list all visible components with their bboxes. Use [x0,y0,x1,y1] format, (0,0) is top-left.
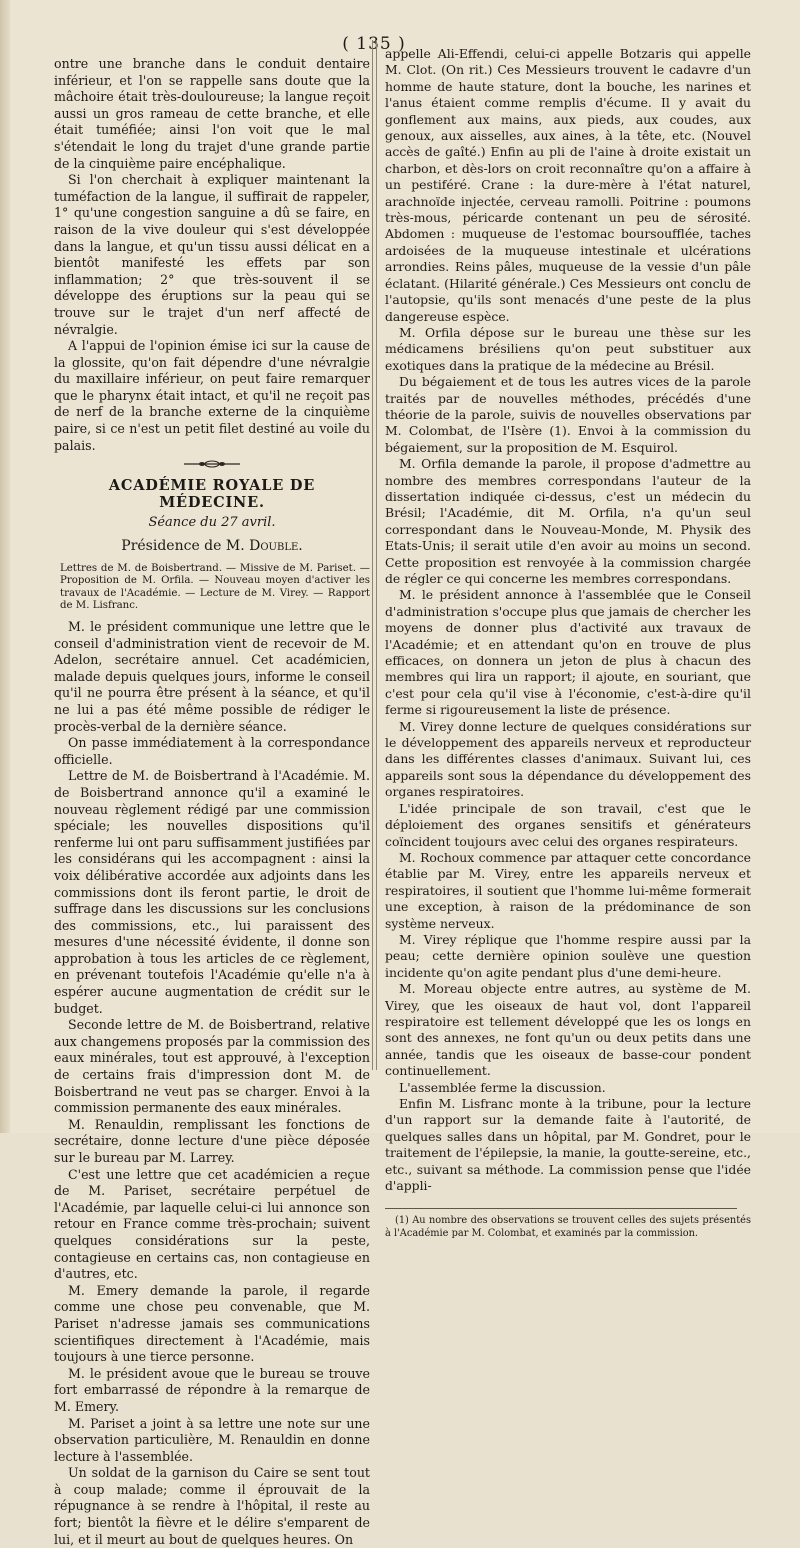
paragraph: L'assemblée ferme la discussion. [399,1079,606,1095]
section-title: ACADÉMIE ROYALE DE MÉDECINE. [108,477,316,511]
paragraph: ontre une branche dans le conduit dentaire inférieur, et l'on se rappelle sans doute que la mâchoire était très-douloureuse; la langue reçoit aussi un gros rameau de cette branche, et elle était tuméfiée; ainsi l'on voit que le mal s'étendait le long du trajet d'une grande partie de la cinquième paire encéphalique. [54,56,370,171]
footnote: (1) Au nombre des observations se trouvent celles des sujets présentés à l'Académie par M. Colombat, et examinés par la commission. [385,1215,751,1239]
session-summary: Lettres de M. de Boisbertrand. — Missive de M. Pariset. — Proposition de M. Orfila. — Nouveau moyen d'activer les travaux de l'Académie. — Lecture de M. Virey. — Rapport de M. Lisfranc. [60,562,370,612]
presidence-line [54,538,370,555]
paragraph: On passe immédiatement à la correspondance officielle. [54,735,370,767]
paragraph: M. Virey donne lecture de quelques considérations sur le développement des appareils nerveux et reproducteur dans les différentes classes d'animaux. Suivant lui, ces appareils sont sous la dépendance du développement des organes respiratoires. [385,718,751,800]
paragraph: M. le président communique une lettre que le conseil d'administration vient de recevoir de M. Adelon, secrétaire annuel. Cet académicien, malade depuis quelques jours, informe le conseil qu'il ne pourra être présent à la séance, et qu'il ne lui a pas été même possible de rédiger le procès-verbal de la dernière séance. [54,619,370,734]
paragraph: Lettre de M. de Boisbertrand à l'Académie. M. de Boisbertrand annonce qu'il a examiné le nouveau règlement rédigé par une commission spéciale; les nouvelles dispositions qu'il renferme lui ont paru suffisamment justifiées par les considérans qui les accompagnent : ainsi la voix délibérative accordée aux adjoints dans les commissions dont ils feront partie, le droit de suffrage dans les discussions sur les conclusions des commissions, etc., lui paraissent des mesures d'une nécessité évidente, il donne son approbation à tous les articles de ce règlement, en prévenant toutefois l'Académie qu'elle n'a à espérer aucune augmentation de crédit sur le budget. [54,768,370,1016]
paragraph: M. Virey réplique que l'homme respire aussi par la peau; cette dernière opinion soulève une question incidente qu'on agite pendant plus d'une demi-heure. [385,931,751,980]
left-column [54,56,370,1548]
paragraph: M. le président annonce à l'assemblée que le Conseil d'administration s'occupe plus que jamais de chercher les moyens de donner plus d'activité aux travaux de l'Académie; et en attendant qu'on en trouve de plus efficaces, on donnera un jeton de plus à chacun des membres qui lira un rapport; il ajoute, en souriant, que c'est pour cela qu'il vise à l'économie, c'est-à-dire qu'il ferme si rigoureusement la liste de présence. [385,587,751,718]
page-number: ( 135 ) [342,34,406,54]
paragraph: appelle Ali-Effendi, celui-ci appelle Botzaris qui appelle M. Clot. (On rit.) Ces Messieurs trouvent le cadavre d'un homme de haute stature, dont la bouche, les narines et l'anus étaient comme remplis d'écume. Il y avait du gonflement aux mains, aux pieds, aux coudes, aux genoux, aux aisselles, aux aines, à la tête, etc. (Nouvel accès de gaîté.) Enfin au pli de l'aine à droite existait un charbon, et dès-lors on croit reconnaître qu'on a affaire à un pestiféré. Crane : la dure-mère à l'état naturel, arachnoïde injectée, cerveau ramolli. Poitrine : poumons très-mous, péricarde contenant un peu de sérosité. Abdomen : muqueuse de l'estomac boursoufflée, taches ardoisées de la muqueuse intestinale et ulcérations arrondies. Reins pâles, muqueuse de la vessie d'un pâle éclatant. (Hilarité générale.) Ces Messieurs ont conclu de l'autopsie, qu'ils sont menacés d'une peste de la plus dangereuse espèce. [385,46,751,324]
paragraph: M. Pariset a joint à sa lettre une note sur une observation particulière, M. Renauldin en donne lecture à l'assemblée. [54,1415,370,1464]
column-divider-rule [372,40,373,1070]
paragraph: Si l'on cherchait à expliquer maintenant la tuméfaction de la langue, il suffirait de rappeler, 1° qu'une congestion sanguine a dû se faire, en raison de la vive douleur qui s'est développée dans la langue, et qu'un tissu aussi délicat en a bientôt manifesté les effets par son inflammation; 2° que très-souvent il se développe des éruptions sur la peau qui se trouve sur le trajet d'un nerf affecté de névralgie. [54,172,370,337]
footnote-rule [385,1208,737,1209]
paragraph: M. Emery demande la parole, il regarde comme une chose peu convenable, que M. Pariset n'adresse jamais ses communications scientifiques directement à l'Académie, mais toujours à une tierce personne. [54,1282,370,1365]
paragraph: Un soldat de la garnison du Caire se sent tout à coup malade; comme il éprouvait de la répugnance à se rendre à l'hôpital, il reste au fort; bientôt la fièvre et le délire s'emparent de lui, et il meurt au bout de quelques heures. On [54,1465,370,1547]
section-ornament [182,460,242,468]
paragraph: M. Rochoux commence par attaquer cette concordance établie par M. Virey, entre les appareils nerveux et respiratoires, il soutient que l'homme lui-même formerait une exception, à raison de la prédominance de son système nerveux. [385,849,751,931]
right-column [385,46,751,1240]
column-divider-rule-second [376,40,377,1070]
page-binding-edge [0,0,10,1133]
president-name: Double. [249,538,303,555]
seance-date: Séance du 27 avril. [148,515,276,531]
paragraph: M. Moreau objecte entre autres, au système de M. Virey, que les oiseaux de haut vol, dont l'appareil respiratoire est tellement développé que les os longs en sont des annexes, ne font qu'un ou deux petits dans une année, tandis que les oiseaux de basse-cour pondent continuellement. [385,981,751,1079]
paragraph: M. Orfila dépose sur le bureau une thèse sur les médicamens brésiliens qu'on peut substituer aux exotiques dans la pratique de la médecine au Brésil. [385,324,751,373]
paragraph: M. le président avoue que le bureau se trouve fort embarrassé de répondre à la remarque de M. Emery. [54,1365,370,1414]
ornament-icon [182,460,242,468]
paragraph: Seconde lettre de M. de Boisbertrand, relative aux changemens proposés par la commission des eaux minérales, tout est approuvé, à l'exception de certains frais d'impression dont M. de Boisbertrand ne veut pas se charger. Envoi à la commission permanente des eaux minérales. [54,1017,370,1116]
paragraph: Du bégaiement et de tous les autres vices de la parole traités par de nouvelles méthodes, précédés d'une théorie de la parole, suivis de nouvelles observations par M. Colombat, de l'Isère (1). Envoi à la commission du bégaiement, sur la proposition de M. Esquirol. [385,374,751,455]
paragraph: M. Renauldin, remplissant les fonctions de secrétaire, donne lecture d'une pièce déposée sur le bureau par M. Larrey. [54,1116,370,1165]
paragraph: C'est une lettre que cet académicien a reçue de M. Pariset, secrétaire perpétuel de l'Académie, par laquelle celui-ci lui annonce son retour en France comme très-prochain; suivent quelques considérations sur la peste, contagieuse en certains cas, non contagieuse en d'autres, etc. [54,1166,370,1282]
paragraph: Enfin M. Lisfranc monte à la tribune, pour la lecture d'un rapport sur la demande faite à l'autorité, de quelques salles dans un hôpital, par M. Gondret, pour le traitement de l'épilepsie, la manie, la goutte-sereine, etc., etc., suivant sa méthode. La commission pense que l'idée d'appli- [385,1096,751,1194]
presidence-prefix: Présidence de M. [121,538,245,555]
paragraph: A l'appui de l'opinion émise ici sur la cause de la glossite, qu'on fait dépendre d'une névralgie du maxillaire inférieur, on peut faire remarquer que le pharynx était intact, et qu'il ne reçoit pas de nerf de la branche externe de la cinquième paire, si ce n'est un petit filet destiné au voile du palais. [54,338,370,453]
paragraph: L'idée principale de son travail, c'est que le déploiement des organes sensitifs et générateurs coïncident toujours avec celui des organes respirateurs. [385,800,751,849]
paragraph: M. Orfila demande la parole, il propose d'admettre au nombre des membres correspondans l'auteur de la dissertation indiquée ci-dessus, c'est un médecin du Brésil; l'Académie, dit M. Orfila, n'a qu'un seul correspondant dans le Nouveau-Monde, M. Physik des Etats-Unis; il serait utile d'en avoir au moins un second. Cette proposition est renvoyée à la commission chargée de régler ce qui concerne les membres correspondans. [385,456,751,586]
